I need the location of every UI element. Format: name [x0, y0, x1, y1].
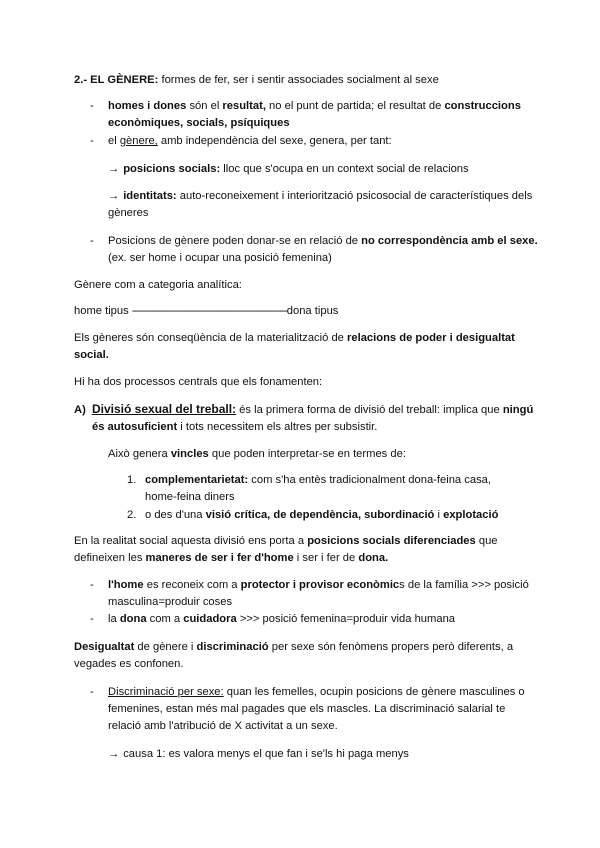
bullet-2-line-1	[108, 133, 392, 150]
a-line-2	[92, 419, 377, 436]
text: lloc que s'ocupa en un context social de relacions	[220, 163, 469, 175]
bullet-dash: -	[90, 613, 94, 625]
text: Posicions de gènere poden donar-se en relació de	[108, 235, 362, 247]
bullet-dash: -	[90, 135, 94, 147]
text: i ser i fer de	[293, 552, 359, 564]
arrow-icon: →	[108, 190, 120, 202]
text-bold: posicions socials diferenciades	[307, 535, 476, 547]
text-bold: construccions	[444, 100, 521, 112]
text: com s'ha entès tradicionalment dona-feina casa,	[248, 474, 492, 486]
text: són el	[186, 100, 223, 112]
section-heading	[74, 72, 439, 89]
text-bold: és autosuficient	[92, 421, 178, 433]
disc-line-2: femenines, estan més mal pagades que els mascles. La discriminació salarial te	[108, 703, 506, 715]
list-number-1: 1.	[127, 474, 137, 486]
text: el	[108, 135, 120, 147]
paragraph-4-line-1	[74, 639, 513, 656]
text: no el punt de partida; el resultat de	[265, 100, 445, 112]
section-subtitle: formes de fer, ser i sentir associades socialment al sexe	[158, 74, 439, 86]
home-line-1	[108, 577, 529, 594]
text-bold: visió crítica, de dependència, subordinació	[205, 509, 435, 521]
text-bold: complementarietat:	[145, 474, 249, 486]
arrow-icon: →	[108, 748, 120, 760]
paragraph-1-line-2: social.	[74, 349, 109, 361]
paragraph-1-line-1	[74, 330, 515, 347]
text-bold: no correspondència amb el sexe.	[361, 235, 538, 247]
text: com a	[146, 613, 184, 625]
arrow-icon: →	[108, 163, 120, 175]
paragraph-3-line-1	[74, 533, 498, 550]
bullet-dash: -	[90, 579, 94, 591]
arrow-item-posicions	[108, 161, 469, 178]
text: Això genera	[108, 448, 171, 460]
bullet-dash: -	[90, 235, 94, 247]
bullet-1-line-2: econòmiques, socials, psíquiques	[108, 117, 290, 129]
text-bold: dona	[119, 613, 147, 625]
paragraph-3-line-2	[74, 550, 388, 567]
disc-line-1	[108, 684, 525, 701]
vincles-line	[108, 446, 406, 463]
list-item-1-line-2: home-feina diners	[145, 491, 235, 503]
text-bold: relacions de poder i desigualtat	[347, 332, 515, 344]
a-label: A)	[74, 404, 86, 416]
scale-right: dona tipus	[286, 305, 339, 317]
scale-dashes: -----------------------------------------------------------	[131, 305, 287, 317]
text-bold: protector i provisor econòmic	[240, 579, 400, 591]
analytic-category-label: Gènere com a categoria analítica:	[74, 279, 242, 291]
text: s de la família >>> posició	[399, 579, 529, 591]
bullet-dash: -	[90, 100, 94, 112]
text: quan les femelles, ocupin posicions de gènere masculines o	[223, 686, 525, 698]
dona-line	[108, 611, 455, 628]
paragraph-4-line-2: vegades es confonen.	[74, 658, 184, 670]
text: >>> posició femenina=produir vida humana	[236, 613, 456, 625]
section-number: 2.-	[74, 74, 88, 86]
text: Els gèneres són conseqüència de la materialització de	[74, 332, 348, 344]
text: amb independència del sexe, genera, per tant:	[157, 135, 392, 147]
text-bold: identitats:	[123, 190, 177, 202]
list-item-2	[145, 507, 498, 524]
text: es reconeix com a	[143, 579, 241, 591]
bullet-3-line-2: (ex. ser home i ocupar una posició femenina)	[108, 252, 332, 264]
text: En la realitat social aquesta divisió ens porta a	[74, 535, 308, 547]
list-item-1-line-1	[145, 472, 491, 489]
arrow-item-identitats	[108, 188, 532, 205]
a-line-1	[92, 401, 533, 419]
text-bold: ningú	[502, 404, 534, 416]
text: la	[108, 613, 120, 625]
text-bold: maneres de ser i fer d'home	[145, 552, 294, 564]
text: defineixen les	[74, 552, 146, 564]
section-title: EL GÈNERE:	[90, 74, 159, 86]
text-bold: cuidadora	[183, 613, 237, 625]
arrow-item-causa-1	[108, 746, 409, 763]
paragraph-2: Hi ha dos processos centrals que els fonamenten:	[74, 376, 323, 388]
text-bold: homes i dones	[108, 100, 187, 112]
scale-left: home tipus	[74, 305, 129, 317]
text: és la primera forma de divisió del treball: implica que	[236, 404, 503, 416]
text-bold: posicions socials:	[123, 163, 221, 175]
text: de gènere i	[134, 641, 197, 653]
text-bold: Desigualtat	[74, 641, 135, 653]
text-bold: resultat,	[222, 100, 266, 112]
text: causa 1: es valora menys el que fan i se'ls hi paga menys	[123, 748, 409, 760]
bullet-3-line-1	[108, 233, 538, 250]
text-bold: dona.	[358, 552, 389, 564]
text-bold: l'home	[108, 579, 144, 591]
bullet-dash: -	[90, 686, 94, 698]
text: que	[475, 535, 498, 547]
text-bold: explotació	[443, 509, 499, 521]
text: i tots necessitem els altres per subsistir.	[177, 421, 378, 433]
arrow-item-identitats-cont: gèneres	[108, 207, 149, 219]
text-underlined: Discriminació per sexe:	[108, 686, 224, 698]
text-underlined: gènere,	[119, 135, 158, 147]
text: o des d'una	[145, 509, 206, 521]
home-line-2: masculina=produir coses	[108, 596, 233, 608]
text-bold: discriminació	[196, 641, 269, 653]
list-number-2: 2.	[127, 509, 137, 521]
text-bold: vincles	[170, 448, 209, 460]
text: per sexe són fenòmens propers però diferents, a	[268, 641, 514, 653]
text: i	[434, 509, 444, 521]
text: que poden interpretar-se en termes de:	[208, 448, 406, 460]
scale-line	[74, 303, 338, 320]
disc-line-3: relació amb l'atribució de X activitat a un sexe.	[108, 720, 338, 732]
a-title: Divisió sexual del treball:	[92, 402, 237, 416]
text: auto-reconeixement i interiorització psicosocial de característiques dels	[176, 190, 533, 202]
bullet-1-line-1	[108, 98, 521, 115]
